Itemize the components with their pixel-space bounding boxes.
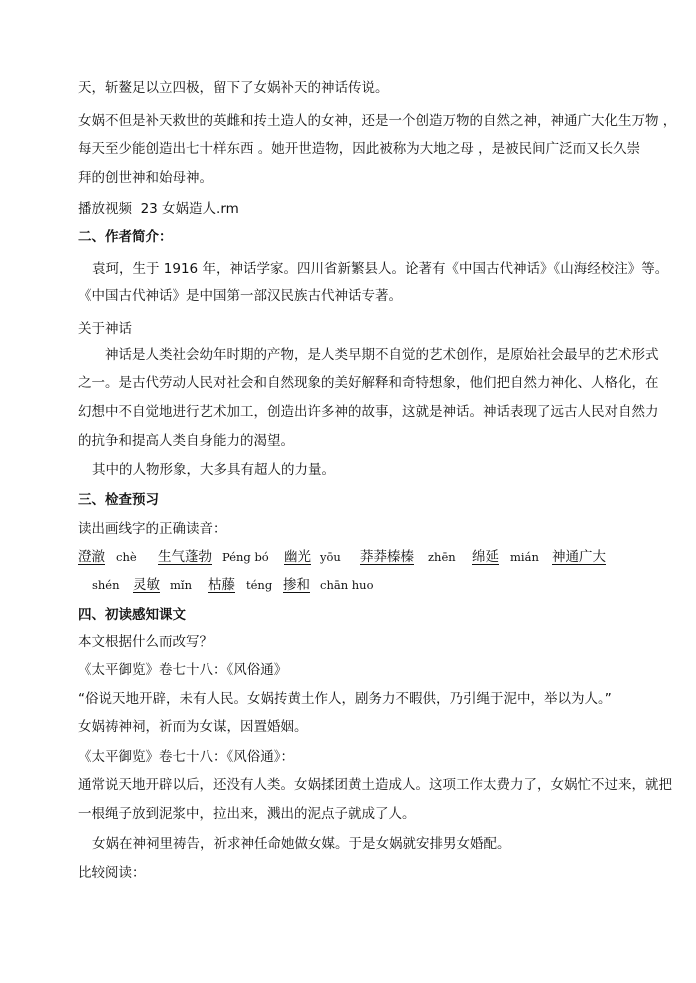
vocab-pinyin: Péng bó [222, 550, 269, 564]
intro-line-4: 拜的创世神和始母神。 [78, 170, 213, 186]
myth-para-5: 其中的人物形象，大多具有超人的力量。 [92, 462, 335, 478]
myth-para-3: 幻想中不自觉地进行艺术加工，创造出许多神的故事，这就是神话。神话表现了远古人民对自然力 [78, 404, 659, 420]
vocab-word: 幽光 [284, 549, 311, 565]
translation-line-3: 女娲在神祠里祷告，祈求神任命她做女媒。于是女娲就安排男女婚配。 [92, 836, 511, 852]
vocab-word: 灵敏 [133, 577, 160, 593]
vocab-pinyin: shén [92, 578, 120, 592]
classical-line: 女娲祷神祠，祈而为女谋，因置婚姻。 [78, 719, 308, 735]
question-line: 本文根据什么而改写？ [78, 634, 213, 650]
compare-heading: 比较阅读： [78, 865, 146, 881]
classical-quote: “俗说天地开辟，未有人民。女娲抟黄土作人，剧务力不暇供，乃引绳于泥中，举以为人。” [78, 691, 612, 707]
intro-line-2: 女娲不但是补天救世的英雌和抟土造人的女神，还是一个创造万物的自然之神，神通广大化生万物 ， [78, 113, 677, 129]
vocab-word: 莽莽榛榛 [360, 549, 414, 565]
vocab-word: 枯藤 [208, 577, 235, 593]
myth-para-4: 的抗争和提高人类自身能力的渴望。 [78, 433, 294, 449]
vocab-word: 澄澈 [78, 549, 105, 565]
myth-para-1: 神话是人类社会幼年时期的产物，是人类早期不自觉的艺术创作，是原始社会最早的艺术形式 [105, 347, 659, 363]
author-line-2: 《中国古代神话》是中国第一部汉民族古代神话专著。 [78, 288, 402, 304]
vocab-word: 绵延 [472, 549, 499, 565]
source-1: 《太平御览》卷七十八：《风俗通》 [78, 662, 288, 678]
vocab-pinyin: mián [510, 550, 539, 564]
vocab-word: 生气蓬勃 [158, 549, 212, 565]
reading-prompt: 读出画线字的正确读音： [78, 521, 227, 537]
myth-title: 关于神话 [78, 321, 132, 337]
section-3-heading: 三、检查预习 [78, 492, 159, 508]
video-link[interactable]: 播放视频 23 女娲造人.rm [78, 201, 239, 217]
source-2: 《太平御览》卷七十八：《风俗通》： [78, 749, 294, 765]
translation-line-2: 一根绳子放到泥浆中，拉出来，溅出的泥点子就成了人。 [78, 806, 416, 822]
myth-para-2: 之一。是古代劳动人民对社会和自然现象的美好解释和奇特想象，他们把自然力神化、人格化，在 [78, 375, 659, 391]
translation-line-1: 通常说天地开辟以后，还没有人类。女娲揉团黄土造成人。这项工作太费力了，女娲忙不过来，就把 [78, 777, 672, 793]
vocab-pinyin: zhēn [428, 550, 456, 564]
vocab-pinyin: chè [116, 550, 137, 564]
vocab-pinyin: mǐn [170, 578, 192, 592]
section-2-heading: 二、作者简介： [78, 229, 173, 245]
author-line-1: 袁珂，生于 1916 年，神话学家。四川省新繁县人。论著有《中国古代神话》《山海经校注》等。 [92, 261, 669, 277]
vocab-word: 掺和 [283, 577, 310, 593]
vocab-pinyin: chān huo [320, 578, 374, 592]
vocab-word: 神通广大 [552, 549, 606, 565]
vocab-pinyin: téng [246, 578, 273, 592]
vocab-pinyin: yōu [320, 550, 341, 564]
intro-line-3: 每天至少能创造出七十样东西 。她开世造物，因此被称为大地之母 ，是被民间广泛而又长久崇 [78, 141, 641, 157]
section-4-heading: 四、初读感知课文 [78, 607, 186, 623]
intro-line-1: 天，斩鳌足以立四极，留下了女娲补天的神话传说。 [78, 80, 389, 96]
